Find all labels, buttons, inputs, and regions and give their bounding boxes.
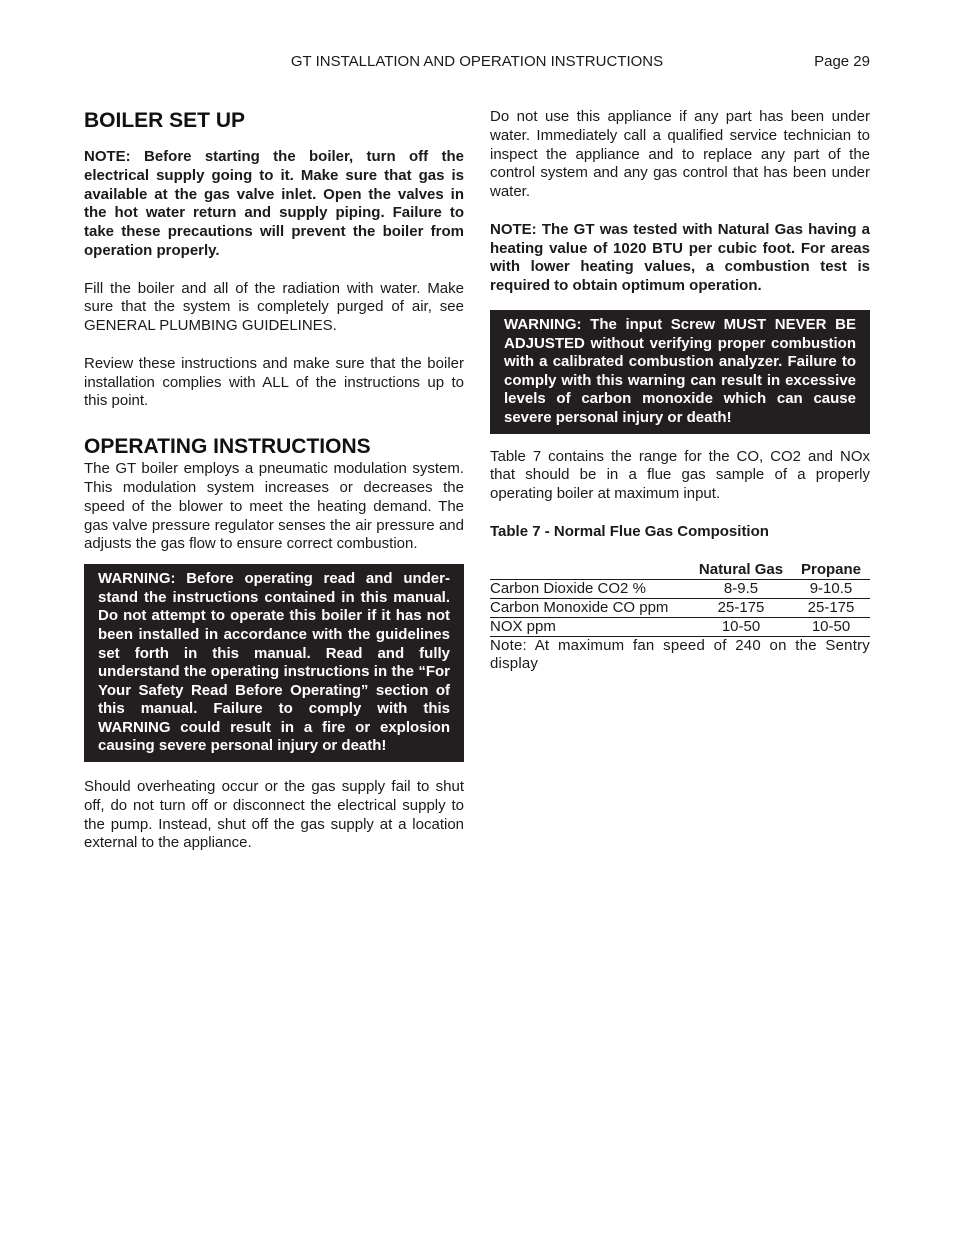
warning-screw-box: WARNING: The input Screw MUST NEVER BE ADJUSTED without verifying proper combustion with a calibrated combustion analyzer. Failure to comply with this warning can result in excessive levels of carbon monoxide which can cause severe personal injury or death!: [490, 310, 870, 434]
table-header-cell: [490, 561, 690, 580]
table-cell-natural-gas: 8-9.5: [690, 579, 792, 598]
table-header-propane: Propane: [800, 560, 861, 578]
note-before-start: NOTE: Before starting the boiler, turn off the electrical supply going to it. Make sure that gas is available at the gas valve inlet. Open the valves in the hot water return and supply piping. Failure to take these precautions will prevent the boiler from operation properly.: [84, 148, 464, 259]
table-row: [490, 617, 870, 636]
left-column: [84, 108, 464, 853]
overheat-paragraph: Should overheating occur or the gas supply fail to shut off, do not turn off or disconnect the electrical supply to the pump. Instead, shut off the gas supply at a location external to the appliance.: [84, 778, 464, 852]
water-paragraph: Do not use this appliance if any part has been under water. Immediately call a qualified service technician to inspect the appliance and to replace any part of the control system and any gas control that has been under water.: [490, 108, 870, 201]
right-column: [490, 108, 870, 674]
flue-gas-table: [490, 561, 870, 637]
warning-operating-box: WARNING: Before operating read and under-stand the instructions contained in this manual. Do not attempt to operate this boiler if it has not been installed in accordance with the guidelines set forth in this manual. Read and fully understand the operating instructions in the “For Your Safety Read Before Operating” section of this manual. Failure to comply with this WARNING could result in a fire or explosion causing severe personal injury or death!: [84, 564, 464, 762]
table-cell-propane: 25-175: [792, 598, 870, 617]
operating-heading: OPERATING INSTRUCTIONS: [84, 435, 371, 459]
table-cell-natural-gas: 25-175: [690, 598, 792, 617]
table-header-row: [490, 561, 870, 580]
table-cell-label: NOX ppm: [490, 617, 690, 636]
note-natural-gas: NOTE: The GT was tested with Natural Gas having a heating value of 1020 BTU per cubic foot. For areas with lower heating values, a combustion test is required to obtain optimum operation.: [490, 220, 870, 295]
page-number: Page 29: [814, 53, 870, 70]
table-title: Table 7 - Normal Flue Gas Composition: [490, 522, 769, 540]
review-paragraph: Review these instructions and make sure that the boiler installation complies with ALL of the instructions up to this point.: [84, 354, 464, 410]
table-row: [490, 579, 870, 598]
table-note: Note: At maximum fan speed of 240 on the Sentry display: [490, 636, 870, 673]
running-header-title: GT INSTALLATION AND OPERATION INSTRUCTIONS: [290, 53, 664, 70]
table-cell-propane: 10-50: [792, 617, 870, 636]
fill-paragraph: Fill the boiler and all of the radiation with water. Make sure that the system is completely purged of air, see GENERAL PLUMBING GUIDELINES.: [84, 279, 464, 335]
table-cell-label: Carbon Dioxide CO2 %: [490, 579, 690, 598]
table-header-natural-gas: Natural Gas: [698, 560, 784, 578]
boiler-setup-heading: BOILER SET UP: [84, 109, 246, 132]
operating-paragraph: The GT boiler employs a pneumatic modulation system. This modulation system increases or decreases the speed of the blower to meet the heating demand. The gas valve pressure regulator senses the air pressure and adjusts the gas flow to ensure correct combustion.: [84, 460, 464, 553]
table-cell-natural-gas: 10-50: [690, 617, 792, 636]
table-intro: Table 7 contains the range for the CO, CO2 and NOx that should be in a flue gas sample of a properly operating boiler at maximum input.: [490, 447, 870, 503]
table-row: [490, 598, 870, 617]
table-cell-propane: 9-10.5: [792, 579, 870, 598]
table-cell-label: Carbon Monoxide CO ppm: [490, 598, 690, 617]
